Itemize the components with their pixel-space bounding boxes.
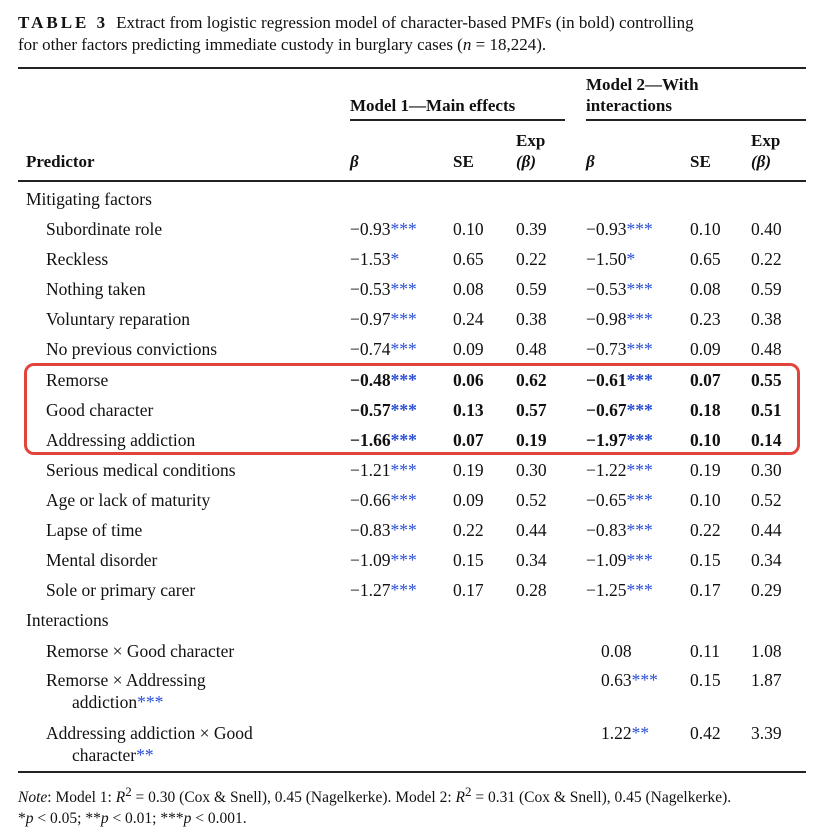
note-r2-a: R	[115, 789, 126, 807]
model1-significance: ***	[390, 279, 417, 300]
row-label: Nothing taken	[46, 279, 146, 300]
model2-se: 0.11	[690, 641, 720, 661]
note-sup-b: 2	[465, 784, 472, 799]
interaction-label: Remorse × Addressing	[46, 670, 206, 690]
model1-se: 0.13	[453, 399, 484, 420]
model2-se: 0.09	[690, 339, 721, 360]
row-label: No previous convictions	[46, 339, 218, 360]
note-line-1	[18, 781, 813, 808]
model2-beta-value: −0.98	[586, 309, 627, 330]
model2-beta	[586, 550, 653, 571]
model1-se: 0.65	[453, 249, 484, 270]
table-caption	[18, 12, 810, 56]
model1-underline	[350, 119, 565, 121]
interaction-label-cont-text: character	[72, 745, 137, 765]
model2-se: 0.08	[690, 279, 721, 300]
exp1-header-line1: Exp	[516, 131, 546, 150]
model2-se: 0.10	[690, 429, 721, 450]
model1-se: 0.24	[453, 309, 484, 330]
interaction-label-cont	[72, 692, 163, 713]
model1-significance: ***	[390, 489, 417, 510]
caption-text-2a: for other factors predicting immediate custody in burglary cases (	[18, 35, 463, 54]
interaction-label-cont-text: addiction	[72, 692, 138, 712]
model2-significance: ***	[626, 399, 653, 420]
model1-beta-value: −0.57	[350, 399, 391, 420]
model2-se: 0.17	[690, 580, 721, 601]
row-label: Subordinate role	[46, 219, 163, 239]
model2-significance: ***	[626, 459, 653, 480]
model1-significance: ***	[390, 219, 417, 239]
table-label: TABLE 3	[18, 13, 109, 32]
interaction-label: Remorse × Good character	[46, 641, 235, 661]
model2-se: 0.19	[690, 459, 721, 480]
model1-header: Model 1—Main effects	[350, 96, 516, 115]
model1-beta	[350, 520, 417, 541]
row-label: Addressing addiction	[46, 429, 196, 450]
model2-significance: ***	[626, 580, 653, 601]
model1-beta	[350, 490, 417, 511]
model1-beta	[350, 580, 417, 601]
model2-se: 0.10	[690, 489, 721, 510]
model2-beta-value: −0.93	[586, 219, 627, 239]
model2-se: 0.18	[690, 399, 721, 420]
model1-beta	[350, 279, 417, 300]
group-mitigating: Mitigating factors	[26, 189, 152, 209]
model2-significance: **	[631, 723, 650, 743]
model1-beta-value: −0.93	[350, 219, 391, 239]
model2-exp: 0.34	[751, 550, 782, 571]
note-text-e: = 0.31 (Cox & Snell), 0.45 (Nagelkerke).	[471, 789, 732, 807]
top-rule	[18, 67, 806, 69]
model2-beta-value: −0.53	[586, 279, 627, 300]
model2-beta-value: 0.63	[601, 670, 632, 690]
model2-exp: 0.14	[751, 429, 782, 450]
model2-exp: 1.87	[751, 670, 782, 690]
model1-exp: 0.34	[516, 550, 547, 571]
model2-beta-value: −0.61	[586, 369, 627, 390]
model2-exp: 0.55	[751, 369, 782, 390]
note-p1: p	[25, 810, 34, 828]
model1-exp: 0.28	[516, 580, 547, 601]
header-rule	[18, 180, 806, 182]
row-label: Good character	[46, 399, 154, 420]
model1-exp: 0.19	[516, 429, 547, 450]
predictor-header: Predictor	[26, 152, 95, 171]
note-r2-b: R	[455, 789, 465, 807]
caption-text-1: Extract from logistic regression model of character-based PMFs (in bold) controlling	[116, 13, 694, 32]
row-label: Sole or primary carer	[46, 580, 196, 601]
model2-header-line2: interactions	[586, 96, 672, 115]
model1-se: 0.09	[453, 339, 484, 360]
model1-significance: ***	[390, 550, 417, 571]
model2-se: 0.15	[690, 670, 721, 690]
model2-exp: 0.22	[751, 249, 782, 270]
note-line-2	[18, 808, 813, 829]
model2-beta-value: −1.50	[586, 249, 627, 270]
note-text-c: = 0.30 (Cox & Snell), 0.45 (Nagelkerke). Model 2:	[131, 789, 456, 807]
model2-exp: 0.30	[751, 459, 782, 480]
model1-beta-value: −1.53	[350, 249, 391, 270]
model2-se: 0.65	[690, 249, 721, 270]
model2-underline	[586, 119, 806, 121]
caption-text-2b: = 18,224).	[471, 35, 547, 54]
model1-significance: ***	[390, 309, 417, 330]
row-label: Age or lack of maturity	[46, 489, 211, 510]
model2-header-line1: Model 2—With	[586, 75, 699, 94]
beta1-header: β	[350, 152, 359, 171]
model2-beta	[586, 309, 653, 330]
model1-exp: 0.48	[516, 339, 547, 360]
model1-beta	[350, 339, 417, 360]
row-label: Reckless	[46, 249, 109, 270]
model2-beta	[601, 641, 632, 662]
model2-beta-value: −0.73	[586, 339, 627, 360]
model1-beta-value: −1.09	[350, 550, 391, 571]
model1-beta	[350, 550, 417, 571]
model2-exp: 0.29	[751, 580, 782, 601]
model1-beta-value: −1.21	[350, 459, 391, 480]
model1-se: 0.17	[453, 580, 484, 601]
model1-exp: 0.59	[516, 279, 547, 300]
model1-beta	[350, 460, 417, 481]
note-sig2: **	[85, 810, 101, 828]
note-label: Note	[18, 789, 48, 807]
model1-significance: ***	[390, 399, 417, 420]
model2-exp: 1.08	[751, 641, 782, 661]
model2-beta	[586, 219, 653, 240]
row-label: Remorse	[46, 369, 109, 390]
note-text-a: : Model 1:	[47, 789, 116, 807]
group-interactions: Interactions	[26, 610, 109, 630]
caption-line-1	[18, 12, 810, 34]
se2-header: SE	[690, 152, 711, 171]
model1-exp: 0.52	[516, 489, 547, 510]
model1-significance: ***	[390, 369, 417, 390]
model2-beta	[586, 279, 653, 300]
model2-significance: ***	[626, 550, 653, 571]
row-label: Mental disorder	[46, 550, 158, 571]
model2-beta-value: −1.22	[586, 459, 627, 480]
note-sig3: ***	[160, 810, 184, 828]
note-v3: < 0.001.	[191, 810, 247, 828]
model2-exp: 0.40	[751, 219, 782, 239]
model2-significance: ***	[626, 369, 653, 390]
model2-exp: 0.38	[751, 309, 782, 330]
model2-significance: ***	[626, 279, 653, 300]
model2-exp: 0.48	[751, 339, 782, 360]
beta2-header: β	[586, 152, 595, 171]
model1-beta-value: −1.27	[350, 580, 391, 601]
interaction-label: Addressing addiction × Good	[46, 723, 253, 743]
model1-beta-value: −0.83	[350, 520, 391, 540]
model2-exp: 0.51	[751, 399, 782, 420]
model2-se: 0.10	[690, 219, 721, 239]
model2-beta	[586, 460, 653, 481]
model2-beta-value: −0.67	[586, 399, 627, 420]
model2-exp: 0.44	[751, 520, 782, 540]
model1-beta-value: −0.74	[350, 339, 391, 360]
model2-beta	[586, 490, 653, 511]
model2-beta	[601, 723, 649, 744]
model2-beta-value: 1.22	[601, 723, 632, 743]
interaction-label-cont	[72, 745, 154, 766]
model1-significance: ***	[390, 520, 417, 540]
model1-exp: 0.62	[516, 369, 547, 390]
exp2-header-line2: (β)	[751, 152, 772, 171]
caption-n: n	[462, 35, 472, 54]
model2-beta-value: −1.25	[586, 580, 627, 601]
model1-beta	[350, 309, 417, 330]
model2-se: 0.15	[690, 550, 721, 571]
table-note	[18, 781, 813, 829]
model1-se: 0.08	[453, 279, 484, 300]
model1-beta-value: −0.48	[350, 369, 391, 390]
model1-se: 0.07	[453, 429, 484, 450]
model2-beta	[586, 339, 653, 360]
model1-exp: 0.44	[516, 520, 547, 540]
model2-beta-value: −1.97	[586, 429, 627, 450]
model1-se: 0.06	[453, 369, 484, 390]
model2-beta-value: −1.09	[586, 550, 627, 571]
model1-beta-value: −0.53	[350, 279, 391, 300]
model2-significance: ***	[626, 520, 653, 540]
model2-beta	[601, 670, 658, 691]
interaction-label-significance: ***	[137, 692, 164, 712]
model1-beta	[350, 249, 399, 270]
model1-se: 0.22	[453, 520, 484, 540]
model1-beta-value: −0.97	[350, 309, 391, 330]
row-label: Serious medical conditions	[46, 459, 236, 480]
highlight-box	[24, 363, 800, 455]
note-p2: p	[100, 810, 109, 828]
model2-significance: ***	[626, 339, 653, 360]
model2-se: 0.42	[690, 723, 721, 743]
caption-line-2	[18, 34, 810, 56]
model2-significance: ***	[631, 670, 658, 690]
model2-significance: ***	[626, 429, 653, 450]
model2-beta	[586, 580, 653, 601]
model1-significance: ***	[390, 459, 417, 480]
model2-significance: ***	[626, 489, 653, 510]
note-p3: p	[183, 810, 192, 828]
model1-exp: 0.30	[516, 459, 547, 480]
model2-se: 0.22	[690, 520, 721, 540]
note-sig1: *	[18, 810, 26, 828]
model2-significance: *	[626, 249, 636, 270]
model1-beta-value: −1.66	[350, 429, 391, 450]
model1-exp: 0.39	[516, 219, 547, 239]
model1-significance: ***	[390, 429, 417, 450]
model1-significance: ***	[390, 580, 417, 601]
model1-exp: 0.38	[516, 309, 547, 330]
model1-significance: ***	[390, 339, 417, 360]
model1-significance: *	[390, 249, 400, 270]
model2-significance: ***	[626, 309, 653, 330]
model1-beta	[350, 219, 417, 240]
model1-se: 0.10	[453, 219, 484, 239]
model2-exp: 0.59	[751, 279, 782, 300]
bottom-rule	[18, 771, 806, 773]
model2-beta	[586, 520, 653, 541]
se1-header: SE	[453, 152, 474, 171]
model1-se: 0.19	[453, 459, 484, 480]
model2-se: 0.07	[690, 369, 721, 390]
model2-exp: 0.52	[751, 489, 782, 510]
model1-se: 0.15	[453, 550, 484, 571]
interaction-label-significance: **	[136, 745, 154, 765]
model1-se: 0.09	[453, 489, 484, 510]
model2-se: 0.23	[690, 309, 721, 330]
model1-beta-value: −0.66	[350, 489, 391, 510]
model2-significance: ***	[626, 219, 653, 239]
model2-beta-value: 0.08	[601, 641, 632, 661]
exp1-header-line2: (β)	[516, 152, 537, 171]
model2-beta-value: −0.83	[586, 520, 627, 540]
note-sup-a: 2	[125, 784, 132, 799]
model2-exp: 3.39	[751, 723, 782, 743]
row-label: Lapse of time	[46, 520, 143, 540]
model2-beta-value: −0.65	[586, 489, 627, 510]
model2-beta	[586, 249, 635, 270]
exp2-header-line1: Exp	[751, 131, 781, 150]
row-label: Voluntary reparation	[46, 309, 191, 330]
model1-exp: 0.57	[516, 399, 547, 420]
note-v2: < 0.01;	[108, 810, 161, 828]
model1-exp: 0.22	[516, 249, 547, 270]
note-v1: < 0.05;	[33, 810, 86, 828]
